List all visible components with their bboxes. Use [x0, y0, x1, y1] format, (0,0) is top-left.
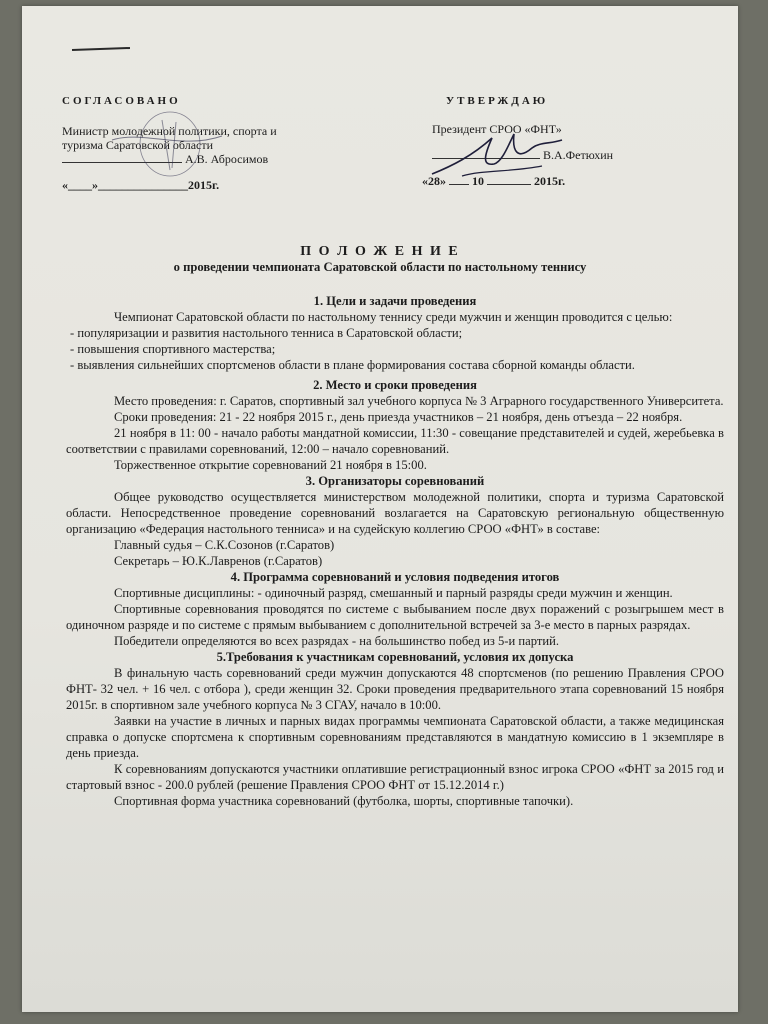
signature-mark [422, 126, 572, 186]
approval-right-line1: Президент СРОО «ФНТ» [432, 122, 562, 136]
section-2-paragraph: 21 ноября в 11: 00 - начало работы мандатной комиссии, 11:30 - совещание представителей и судей, жеребьевка в соответствии с правилами соревнований, 12:00 – начало соревнований. [66, 426, 724, 456]
section-1-paragraph: Чемпионат Саратовской области по настольному теннису среди мужчин и женщин проводится с целью: [114, 310, 673, 324]
section-1-bullet: - популяризации и развития настольного тенниса в Саратовской области; [70, 326, 463, 340]
section-5-paragraph: В финальную часть соревнований среди мужчин допускаются 48 спортсменов (по решению Правления СРОО ФНТ- 32 чел. + 16 чел. с отбора ), среди женщин 32. Сроки проведения предварительного этапа соревнований 15 ноября 2015г. в спортивном зале учебного корпуса № 3 СГАУ, начало в 10:00. [66, 666, 724, 712]
section-2-paragraph: Сроки проведения: 21 - 22 ноября 2015 г., день приезда участников – 21 ноября, день отъезда – 22 ноября. [114, 410, 683, 424]
approval-right-date-day: «28» [422, 174, 446, 188]
section-3-heading: 3. Организаторы соревнований [305, 474, 485, 488]
approval-right-heading: УТВЕРЖДАЮ [446, 95, 549, 107]
document-title: П О Л О Ж Е Н И Е [300, 244, 460, 259]
section-3-secretary: Секретарь – Ю.К.Лавренов (г.Саратов) [114, 554, 323, 568]
section-5-heading: 5.Требования к участникам соревнований, условия их допуска [216, 650, 574, 664]
stamp-mark [92, 110, 232, 180]
section-5-paragraph: К соревнованиям допускаются участники оплатившие регистрационный взнос игрока СРОО «ФНТ за 2015 год и стартовый взнос - 200.0 рублей (решение Правления СРОО ФНТ от 15.12.2014 г.) [66, 762, 724, 792]
section-4-paragraph: Спортивные дисциплины: - одиночный разряд, смешанный и парный разряды среди мужчин и женщин. [114, 586, 673, 600]
section-2-paragraph: Торжественное открытие соревнований 21 ноября в 15:00. [114, 458, 427, 472]
section-5-paragraph: Спортивная форма участника соревнований (футболка, шорты, спортивные тапочки). [114, 794, 574, 808]
section-4-paragraph: Спортивные соревнования проводятся по системе с выбыванием после двух поражений с розыгрышем мест в одиночном разряде и по системе с прямым выбыванием с дополнительной встречей за 3-е место в парных разрядах. [66, 602, 724, 632]
approval-left-line1: Министр молодежной политики, спорта и [62, 124, 277, 138]
document-body [66, 293, 724, 809]
section-2-heading: 2. Место и сроки проведения [313, 378, 477, 392]
approval-left-name: А.В. Абросимов [185, 152, 269, 166]
section-5-paragraph: Заявки на участие в личных и парных видах программы чемпионата Саратовской области, а также медицинская справка о допуске спортсмена к спортивным соревнованиям представляются в мандатную комиссию в 1 экземпляре в день приезда. [66, 714, 724, 760]
approval-right-name: В.А.Фетюхин [543, 148, 614, 162]
approval-left-heading: СОГЛАСОВАНО [62, 95, 181, 107]
section-4-paragraph: Победители определяются во всех разрядах - на большинство побед из 5-и партий. [114, 634, 559, 648]
section-1-bullet: - выявления сильнейших спортсменов области в плане формирования состава сборной команды области. [70, 358, 635, 372]
section-2-paragraph: Место проведения: г. Саратов, спортивный зал учебного корпуса № 3 Аграрного государственного Университета. [114, 394, 724, 408]
approval-left-line2: туризма Саратовской области [62, 138, 214, 152]
pen-mark [72, 47, 130, 51]
approval-right-date-year: 2015г. [534, 174, 566, 188]
section-4-heading: 4. Программа соревнований и условия подведения итогов [230, 570, 560, 584]
section-1-heading: 1. Цели и задачи проведения [313, 294, 477, 308]
section-3-judge: Главный судья – С.К.Созонов (г.Саратов) [114, 538, 335, 552]
section-3-paragraph: Общее руководство осуществляется министерством молодежной политики, спорта и туризма Саратовской области. Непосредственное проведение соревнований возлагается на Саратовскую региональную общественную организацию «Федерация настольного тенниса» и на судейскую коллегию СРОО «ФНТ» в составе: [66, 490, 724, 536]
document-subtitle: о проведении чемпионата Саратовской области по настольному теннису [173, 260, 587, 274]
document-page [22, 6, 738, 1012]
approval-left-date: «____»_______________2015г. [62, 178, 220, 192]
section-1-bullet: - повышения спортивного мастерства; [70, 342, 276, 356]
approval-right-date-month: 10 [472, 174, 484, 188]
